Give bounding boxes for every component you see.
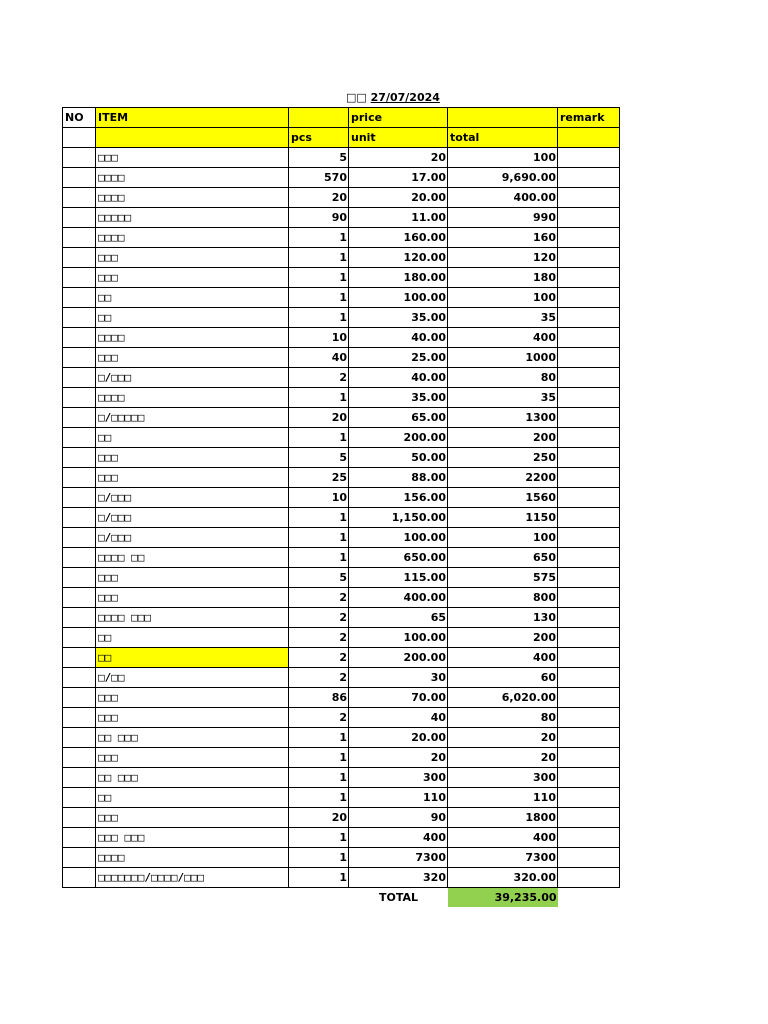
- cell-no[interactable]: [63, 588, 96, 608]
- cell-unit[interactable]: 100.00: [349, 528, 448, 548]
- cell-pcs[interactable]: 1: [289, 248, 349, 268]
- cell-remark[interactable]: [558, 468, 620, 488]
- cell-pcs[interactable]: 1: [289, 788, 349, 808]
- cell-no[interactable]: [63, 608, 96, 628]
- cell-pcs[interactable]: 1: [289, 388, 349, 408]
- table-row: [63, 808, 620, 828]
- cell-remark[interactable]: [558, 288, 620, 308]
- cell-pcs[interactable]: 1: [289, 308, 349, 328]
- table-row: [63, 728, 620, 748]
- cell-remark[interactable]: [558, 868, 620, 888]
- cell-no[interactable]: [63, 788, 96, 808]
- cell-unit[interactable]: 20.00: [349, 728, 448, 748]
- sheet-date-header: [346, 90, 440, 106]
- cell-no[interactable]: [63, 288, 96, 308]
- cell-remark[interactable]: [558, 768, 620, 788]
- date-value: 27/07/2024: [370, 91, 440, 104]
- cell-total[interactable]: 575: [448, 568, 558, 588]
- cell-total[interactable]: 300: [448, 768, 558, 788]
- cell-unit[interactable]: 30: [349, 668, 448, 688]
- cell-no[interactable]: [63, 508, 96, 528]
- cell-item[interactable]: □/□□□: [96, 508, 289, 528]
- cell-remark[interactable]: [558, 488, 620, 508]
- cell-item[interactable]: □□: [96, 648, 289, 668]
- table-row: [63, 208, 620, 228]
- cell-remark[interactable]: [558, 828, 620, 848]
- header-item[interactable]: ITEM: [96, 108, 289, 128]
- cell-unit[interactable]: 7300: [349, 848, 448, 868]
- table-row: [63, 528, 620, 548]
- cell-remark[interactable]: [558, 268, 620, 288]
- table-row: [63, 148, 620, 168]
- table-row: [63, 648, 620, 668]
- cell-pcs[interactable]: 1: [289, 228, 349, 248]
- cell-item[interactable]: □□□: [96, 708, 289, 728]
- cell-item[interactable]: □/□□: [96, 668, 289, 688]
- cell-unit[interactable]: 1,150.00: [349, 508, 448, 528]
- cell-total[interactable]: 2200: [448, 468, 558, 488]
- cell-unit[interactable]: 320: [349, 868, 448, 888]
- cell-unit[interactable]: 20.00: [349, 188, 448, 208]
- cell-pcs[interactable]: 20: [289, 808, 349, 828]
- cell-pcs[interactable]: 1: [289, 548, 349, 568]
- cell-pcs[interactable]: 2: [289, 628, 349, 648]
- cell-pcs[interactable]: 1: [289, 428, 349, 448]
- table-row: [63, 248, 620, 268]
- cell-remark[interactable]: [558, 708, 620, 728]
- table-row: [63, 768, 620, 788]
- cell-total[interactable]: 1560: [448, 488, 558, 508]
- cell-item[interactable]: □/□□□□□: [96, 408, 289, 428]
- cell-total[interactable]: 35: [448, 308, 558, 328]
- cell-no[interactable]: [63, 268, 96, 288]
- cell-remark[interactable]: [558, 248, 620, 268]
- cell-item[interactable]: □□□: [96, 148, 289, 168]
- table-row: [63, 268, 620, 288]
- total-empty-cell[interactable]: [289, 888, 349, 908]
- cell-no[interactable]: [63, 808, 96, 828]
- table-row: [63, 368, 620, 388]
- cell-total[interactable]: 60: [448, 668, 558, 688]
- cell-no[interactable]: [63, 348, 96, 368]
- cell-no[interactable]: [63, 148, 96, 168]
- subheader-unit[interactable]: unit: [349, 128, 448, 148]
- cell-remark[interactable]: [558, 448, 620, 468]
- cell-total[interactable]: 100: [448, 528, 558, 548]
- table-row: [63, 348, 620, 368]
- cell-no[interactable]: [63, 648, 96, 668]
- cell-total[interactable]: 200: [448, 628, 558, 648]
- cell-remark[interactable]: [558, 788, 620, 808]
- cell-no[interactable]: [63, 388, 96, 408]
- header-blank-cell[interactable]: [289, 108, 349, 128]
- cell-total[interactable]: 80: [448, 368, 558, 388]
- subheader-blank-cell[interactable]: [96, 128, 289, 148]
- cell-no[interactable]: [63, 668, 96, 688]
- cell-no[interactable]: [63, 868, 96, 888]
- cell-remark[interactable]: [558, 528, 620, 548]
- cell-item[interactable]: □□□: [96, 748, 289, 768]
- cell-unit[interactable]: 50.00: [349, 448, 448, 468]
- cell-item[interactable]: □□□: [96, 268, 289, 288]
- cell-item[interactable]: □□□□ □□: [96, 548, 289, 568]
- cell-remark[interactable]: [558, 628, 620, 648]
- cell-total[interactable]: 1000: [448, 348, 558, 368]
- cell-item[interactable]: □□□: [96, 348, 289, 368]
- cell-unit[interactable]: 115.00: [349, 568, 448, 588]
- cell-pcs[interactable]: 1: [289, 828, 349, 848]
- table-row: [63, 588, 620, 608]
- cell-no[interactable]: [63, 488, 96, 508]
- cell-remark[interactable]: [558, 148, 620, 168]
- cell-unit[interactable]: 400: [349, 828, 448, 848]
- header-no[interactable]: NO: [63, 108, 96, 128]
- cell-unit[interactable]: 40.00: [349, 328, 448, 348]
- cell-item[interactable]: □□□: [96, 568, 289, 588]
- table-row: [63, 168, 620, 188]
- cell-remark[interactable]: [558, 308, 620, 328]
- cell-remark[interactable]: [558, 348, 620, 368]
- cell-no[interactable]: [63, 768, 96, 788]
- cell-item[interactable]: □□: [96, 308, 289, 328]
- cell-unit[interactable]: 20: [349, 148, 448, 168]
- cell-pcs[interactable]: 5: [289, 148, 349, 168]
- cell-item[interactable]: □□□□□: [96, 208, 289, 228]
- cell-remark[interactable]: [558, 668, 620, 688]
- cell-item[interactable]: □□□: [96, 688, 289, 708]
- cell-total[interactable]: 160: [448, 228, 558, 248]
- cell-no[interactable]: [63, 328, 96, 348]
- cell-pcs[interactable]: 1: [289, 868, 349, 888]
- cell-no[interactable]: [63, 368, 96, 388]
- cell-total[interactable]: 650: [448, 548, 558, 568]
- cell-unit[interactable]: 40.00: [349, 368, 448, 388]
- cell-total[interactable]: 1150: [448, 508, 558, 528]
- table-row: [63, 668, 620, 688]
- cell-total[interactable]: 400: [448, 828, 558, 848]
- cell-total[interactable]: 80: [448, 708, 558, 728]
- table-row: [63, 308, 620, 328]
- cell-unit[interactable]: 11.00: [349, 208, 448, 228]
- cell-item[interactable]: □□□□: [96, 388, 289, 408]
- total-empty-cell[interactable]: [63, 888, 96, 908]
- cell-no[interactable]: [63, 248, 96, 268]
- table-row: [63, 448, 620, 468]
- cell-item[interactable]: □/□□□: [96, 368, 289, 388]
- cell-remark[interactable]: [558, 208, 620, 228]
- cell-item[interactable]: □□□□: [96, 328, 289, 348]
- cell-no[interactable]: [63, 568, 96, 588]
- cell-total[interactable]: 200: [448, 428, 558, 448]
- cell-remark[interactable]: [558, 808, 620, 828]
- cell-unit[interactable]: 40: [349, 708, 448, 728]
- cell-unit[interactable]: 156.00: [349, 488, 448, 508]
- cell-total[interactable]: 250: [448, 448, 558, 468]
- header-blank-cell[interactable]: [448, 108, 558, 128]
- subheader-total[interactable]: total: [448, 128, 558, 148]
- cell-total[interactable]: 400: [448, 328, 558, 348]
- cell-no[interactable]: [63, 848, 96, 868]
- table-row: [63, 628, 620, 648]
- header-price[interactable]: price: [349, 108, 448, 128]
- cell-remark[interactable]: [558, 728, 620, 748]
- cell-remark[interactable]: [558, 508, 620, 528]
- cell-no[interactable]: [63, 208, 96, 228]
- cell-total[interactable]: 20: [448, 748, 558, 768]
- cell-item[interactable]: □□□□: [96, 848, 289, 868]
- expense-table: [62, 107, 620, 907]
- cell-remark[interactable]: [558, 608, 620, 628]
- cell-pcs[interactable]: 1: [289, 288, 349, 308]
- cell-no[interactable]: [63, 548, 96, 568]
- header-row: [63, 108, 620, 128]
- cell-unit[interactable]: 17.00: [349, 168, 448, 188]
- cell-pcs[interactable]: 1: [289, 768, 349, 788]
- cell-item[interactable]: □□: [96, 428, 289, 448]
- cell-item[interactable]: □□□ □□□: [96, 828, 289, 848]
- table-row: [63, 548, 620, 568]
- cell-unit[interactable]: 300: [349, 768, 448, 788]
- table-row: [63, 748, 620, 768]
- cell-remark[interactable]: [558, 168, 620, 188]
- cell-unit[interactable]: 65.00: [349, 408, 448, 428]
- cell-remark[interactable]: [558, 388, 620, 408]
- cell-total[interactable]: 110: [448, 788, 558, 808]
- cell-no[interactable]: [63, 628, 96, 648]
- cell-remark[interactable]: [558, 368, 620, 388]
- cell-unit[interactable]: 88.00: [349, 468, 448, 488]
- cell-total[interactable]: 180: [448, 268, 558, 288]
- cell-unit[interactable]: 35.00: [349, 308, 448, 328]
- subheader-blank-cell[interactable]: [558, 128, 620, 148]
- cell-remark[interactable]: [558, 588, 620, 608]
- cell-pcs[interactable]: 20: [289, 408, 349, 428]
- cell-remark[interactable]: [558, 648, 620, 668]
- cell-total[interactable]: 120: [448, 248, 558, 268]
- cell-item[interactable]: □□: [96, 788, 289, 808]
- cell-total[interactable]: 990: [448, 208, 558, 228]
- cell-remark[interactable]: [558, 688, 620, 708]
- cell-no[interactable]: [63, 428, 96, 448]
- cell-item[interactable]: □/□□□: [96, 488, 289, 508]
- subheader-pcs[interactable]: pcs: [289, 128, 349, 148]
- cell-item[interactable]: □□ □□□: [96, 728, 289, 748]
- cell-pcs[interactable]: 2: [289, 708, 349, 728]
- cell-no[interactable]: [63, 828, 96, 848]
- cell-pcs[interactable]: 570: [289, 168, 349, 188]
- cell-pcs[interactable]: 86: [289, 688, 349, 708]
- cell-remark[interactable]: [558, 188, 620, 208]
- cell-pcs[interactable]: 1: [289, 268, 349, 288]
- cell-no[interactable]: [63, 448, 96, 468]
- cell-no[interactable]: [63, 748, 96, 768]
- cell-unit[interactable]: 200.00: [349, 428, 448, 448]
- cell-pcs[interactable]: 10: [289, 488, 349, 508]
- table-row: [63, 608, 620, 628]
- table-row: [63, 708, 620, 728]
- total-empty-cell[interactable]: [96, 888, 289, 908]
- cell-total[interactable]: 35: [448, 388, 558, 408]
- cell-no[interactable]: [63, 468, 96, 488]
- cell-total[interactable]: 800: [448, 588, 558, 608]
- table-row: [63, 328, 620, 348]
- cell-total[interactable]: 20: [448, 728, 558, 748]
- cell-unit[interactable]: 400.00: [349, 588, 448, 608]
- total-value[interactable]: 39,235.00: [448, 888, 558, 908]
- cell-pcs[interactable]: 1: [289, 508, 349, 528]
- cell-unit[interactable]: 100.00: [349, 288, 448, 308]
- subheader-blank-cell[interactable]: [63, 128, 96, 148]
- cell-no[interactable]: [63, 528, 96, 548]
- cell-pcs[interactable]: 5: [289, 568, 349, 588]
- cell-pcs[interactable]: 2: [289, 368, 349, 388]
- cell-pcs[interactable]: 1: [289, 528, 349, 548]
- cell-pcs[interactable]: 5: [289, 448, 349, 468]
- cell-item[interactable]: □□□□: [96, 188, 289, 208]
- cell-remark[interactable]: [558, 408, 620, 428]
- table-row: [63, 868, 620, 888]
- cell-item[interactable]: □□□□: [96, 228, 289, 248]
- cell-unit[interactable]: 25.00: [349, 348, 448, 368]
- cell-pcs[interactable]: 20: [289, 188, 349, 208]
- cell-item[interactable]: □□□: [96, 248, 289, 268]
- cell-item[interactable]: □□□: [96, 808, 289, 828]
- cell-remark[interactable]: [558, 228, 620, 248]
- cell-remark[interactable]: [558, 428, 620, 448]
- table-row: [63, 288, 620, 308]
- cell-remark[interactable]: [558, 328, 620, 348]
- table-row: [63, 508, 620, 528]
- cell-pcs[interactable]: 2: [289, 668, 349, 688]
- table-row: [63, 568, 620, 588]
- cell-item[interactable]: □□□: [96, 448, 289, 468]
- cell-total[interactable]: 1300: [448, 408, 558, 428]
- cell-total[interactable]: 6,020.00: [448, 688, 558, 708]
- cell-item[interactable]: □□: [96, 628, 289, 648]
- cell-unit[interactable]: 650.00: [349, 548, 448, 568]
- cell-pcs[interactable]: 1: [289, 728, 349, 748]
- cell-total[interactable]: 100: [448, 148, 558, 168]
- table-row: [63, 848, 620, 868]
- cell-total[interactable]: 7300: [448, 848, 558, 868]
- cell-no[interactable]: [63, 728, 96, 748]
- cell-no[interactable]: [63, 188, 96, 208]
- cell-item[interactable]: □□□□□□□/□□□□/□□□: [96, 868, 289, 888]
- table-row: [63, 408, 620, 428]
- cell-pcs[interactable]: 2: [289, 648, 349, 668]
- subheader-row: [63, 128, 620, 148]
- cell-pcs[interactable]: 25: [289, 468, 349, 488]
- cell-no[interactable]: [63, 228, 96, 248]
- cell-total[interactable]: 400.00: [448, 188, 558, 208]
- cell-pcs[interactable]: 90: [289, 208, 349, 228]
- cell-pcs[interactable]: 10: [289, 328, 349, 348]
- cell-remark[interactable]: [558, 848, 620, 868]
- cell-pcs[interactable]: 1: [289, 748, 349, 768]
- cell-item[interactable]: □□ □□□: [96, 768, 289, 788]
- cell-total[interactable]: 130: [448, 608, 558, 628]
- header-remark[interactable]: remark: [558, 108, 620, 128]
- cell-total[interactable]: 320.00: [448, 868, 558, 888]
- total-empty-cell[interactable]: [558, 888, 620, 908]
- cell-unit[interactable]: 160.00: [349, 228, 448, 248]
- cell-unit[interactable]: 100.00: [349, 628, 448, 648]
- cell-no[interactable]: [63, 308, 96, 328]
- cell-total[interactable]: 9,690.00: [448, 168, 558, 188]
- cell-unit[interactable]: 20: [349, 748, 448, 768]
- cell-no[interactable]: [63, 688, 96, 708]
- cell-item[interactable]: □□□: [96, 468, 289, 488]
- cell-pcs[interactable]: 40: [289, 348, 349, 368]
- cell-unit[interactable]: 90: [349, 808, 448, 828]
- cell-item[interactable]: □□□□ □□□: [96, 608, 289, 628]
- cell-item[interactable]: □/□□□: [96, 528, 289, 548]
- total-row: [63, 888, 620, 908]
- cell-unit[interactable]: 110: [349, 788, 448, 808]
- cell-pcs[interactable]: 1: [289, 848, 349, 868]
- cell-remark[interactable]: [558, 568, 620, 588]
- date-prefix: □□: [346, 91, 367, 104]
- table-row: [63, 428, 620, 448]
- cell-pcs[interactable]: 2: [289, 608, 349, 628]
- table-row: [63, 788, 620, 808]
- cell-remark[interactable]: [558, 548, 620, 568]
- cell-unit[interactable]: 65: [349, 608, 448, 628]
- cell-unit[interactable]: 180.00: [349, 268, 448, 288]
- table-row: [63, 188, 620, 208]
- cell-unit[interactable]: 120.00: [349, 248, 448, 268]
- cell-pcs[interactable]: 2: [289, 588, 349, 608]
- cell-total[interactable]: 400: [448, 648, 558, 668]
- cell-item[interactable]: □□□□: [96, 168, 289, 188]
- cell-total[interactable]: 1800: [448, 808, 558, 828]
- cell-item[interactable]: □□□: [96, 588, 289, 608]
- table-row: [63, 828, 620, 848]
- cell-item[interactable]: □□: [96, 288, 289, 308]
- table-row: [63, 228, 620, 248]
- total-label[interactable]: TOTAL: [378, 891, 419, 904]
- cell-remark[interactable]: [558, 748, 620, 768]
- cell-unit[interactable]: 35.00: [349, 388, 448, 408]
- cell-no[interactable]: [63, 408, 96, 428]
- table-row: [63, 468, 620, 488]
- cell-no[interactable]: [63, 708, 96, 728]
- cell-total[interactable]: 100: [448, 288, 558, 308]
- table-row: [63, 388, 620, 408]
- table-row: [63, 688, 620, 708]
- cell-unit[interactable]: 70.00: [349, 688, 448, 708]
- cell-no[interactable]: [63, 168, 96, 188]
- cell-unit[interactable]: 200.00: [349, 648, 448, 668]
- table-row: [63, 488, 620, 508]
